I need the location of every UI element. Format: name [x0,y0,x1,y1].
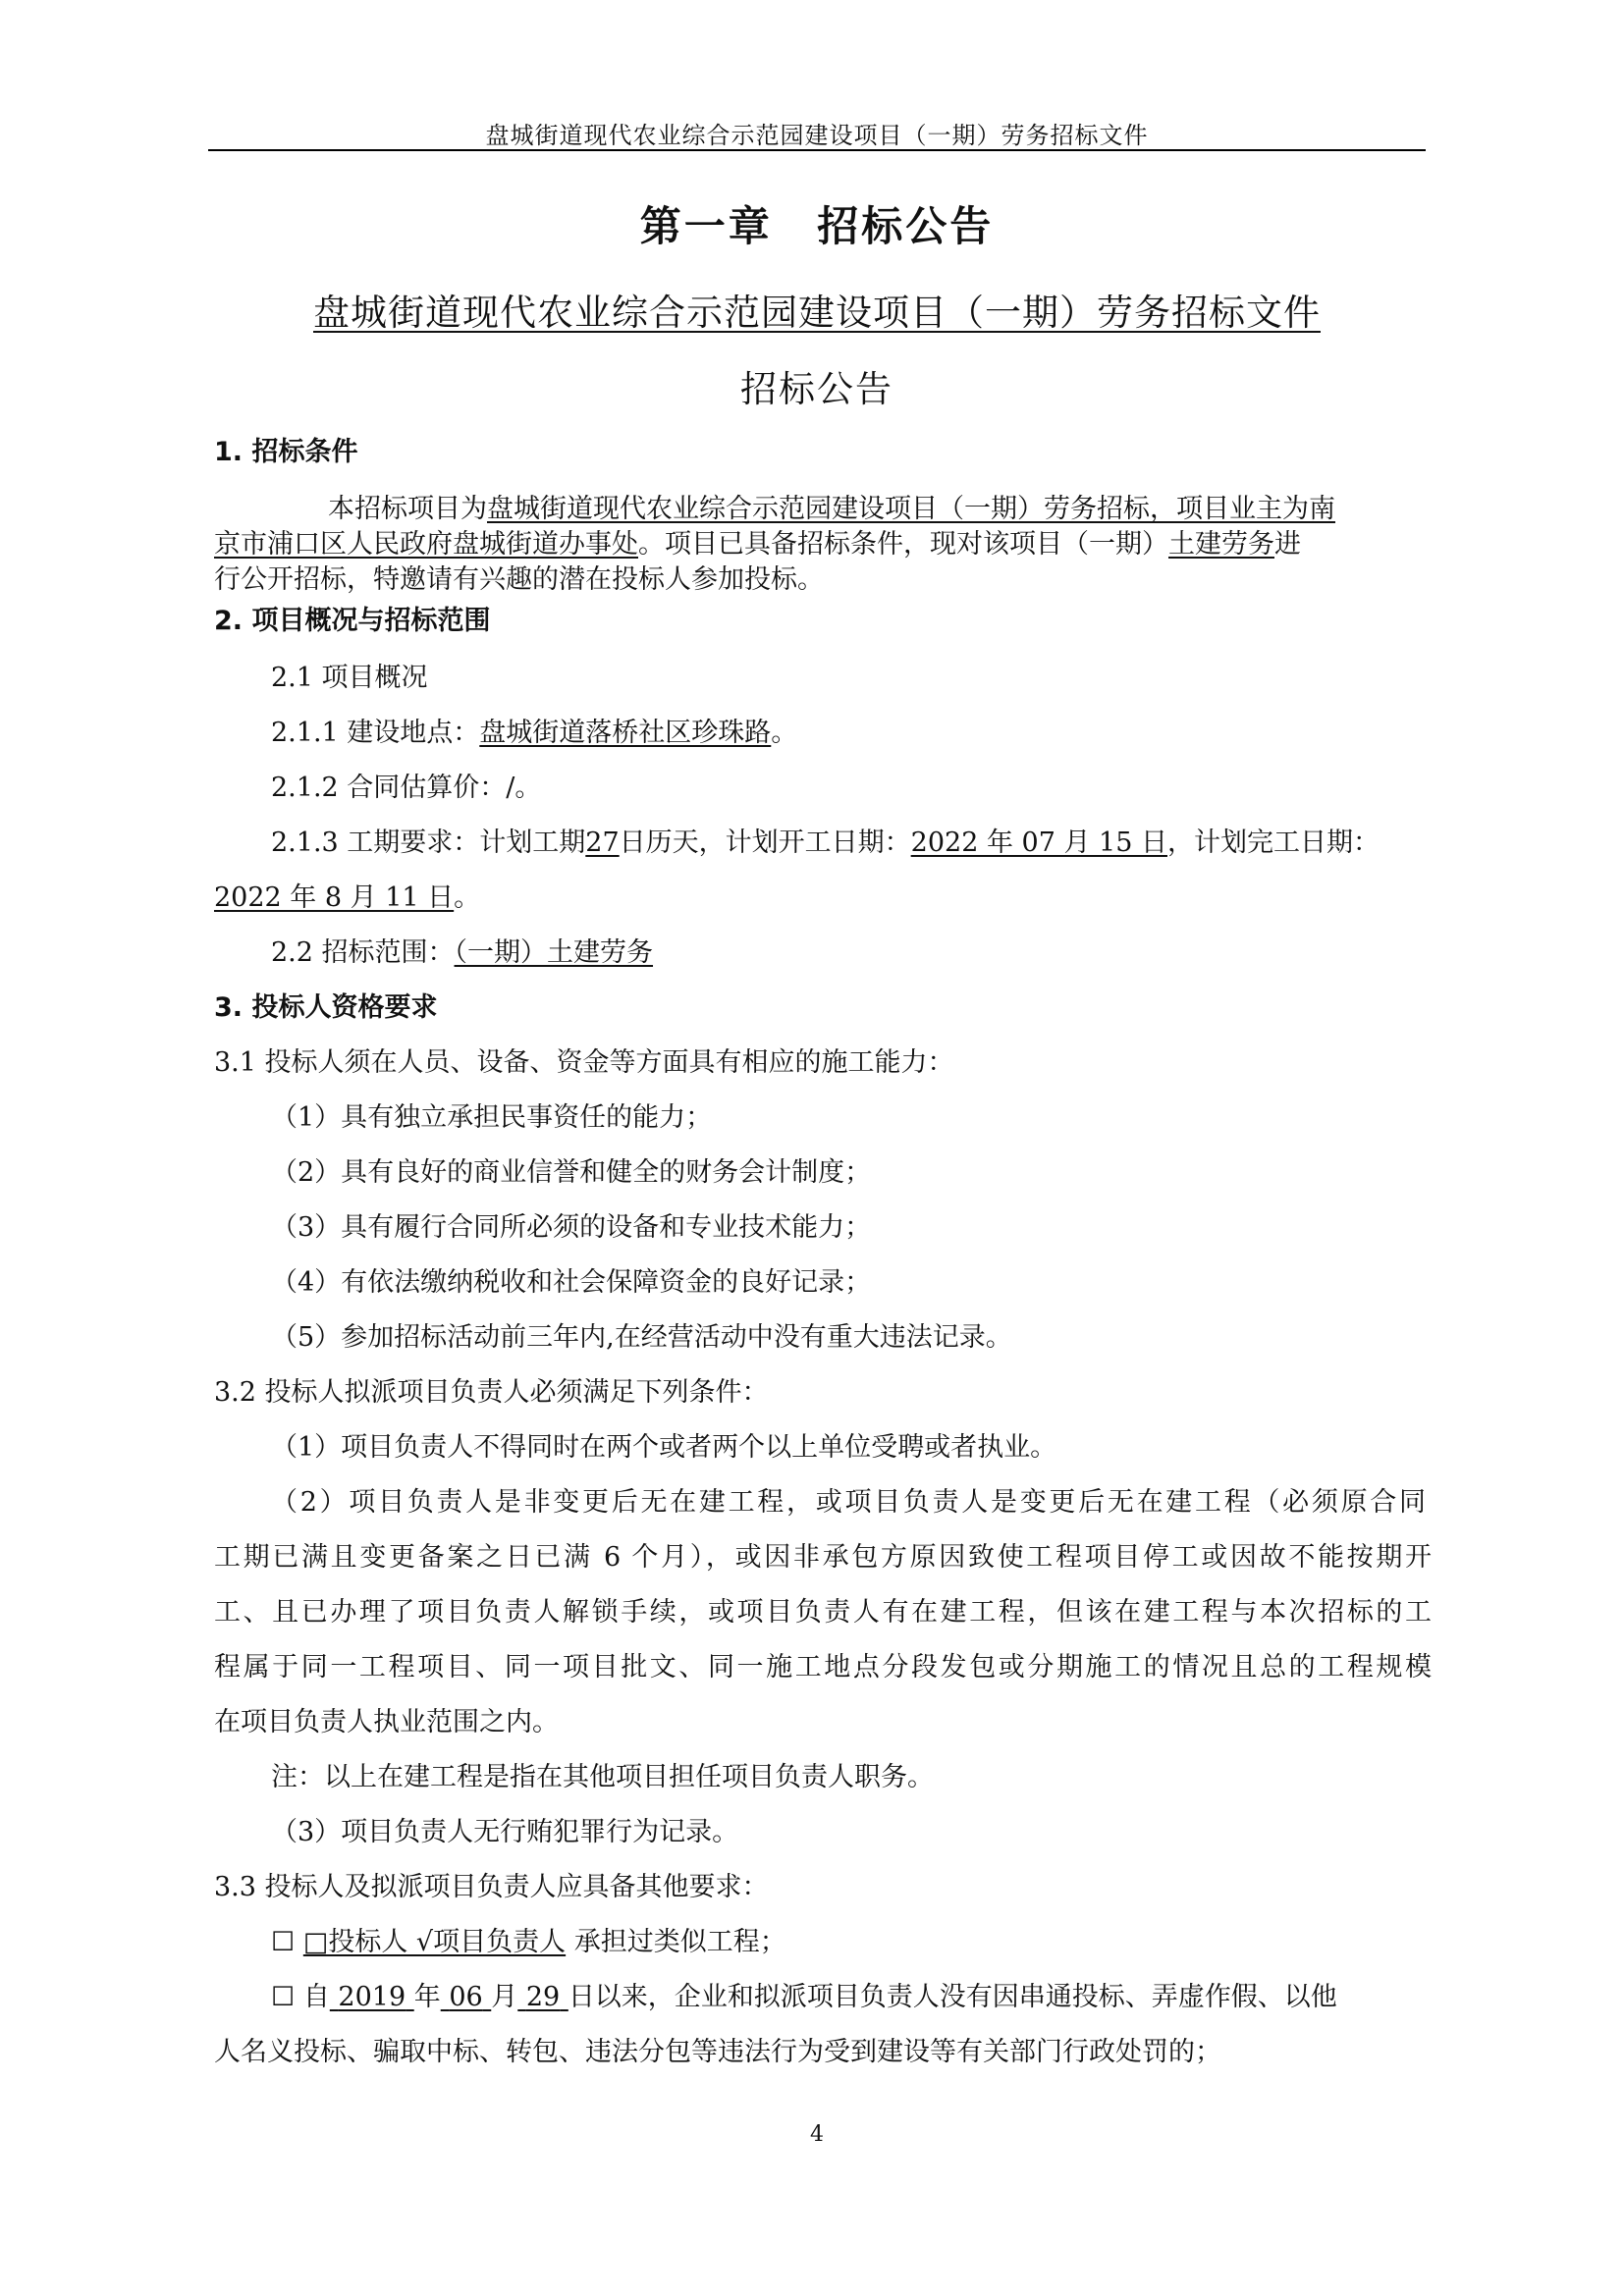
section3-1-item: （4）有依法缴纳税收和社会保障资金的良好记录； [271,1267,872,1298]
checkbox-icon: ☐ [271,1927,296,1957]
section3-2-item2-line: 程属于同一工程项目、同一项目批文、同一施工地点分段发包或分期施工的情况且总的工程规模 [214,1652,1432,1682]
section3-3-line2: ☐ 自 2019 年 06 月 29 日以来，企业和拟派项目负责人没有因串通投标、弄虚作假、以他 [271,1982,1337,2012]
section1-paragraph-line1: 本招标项目为盘城街道现代农业综合示范园建设项目（一期）劳务招标，项目业主为南 [328,494,1335,524]
section3-1-item: （3）具有履行合同所必须的设备和专业技术能力； [271,1212,872,1243]
section1-paragraph-line3: 行公开招标，特邀请有兴趣的潜在投标人参加投标。 [214,564,824,595]
section3-1-item: （1）具有独立承担民事资任的能力； [271,1102,713,1133]
section3-1-item: （5）参加招标活动前三年内,在经营活动中没有重大违法记录。 [271,1322,1012,1353]
section2-heading: 2. 项目概况与招标范围 [214,606,491,636]
chapter-title: 第一章 招标公告 [639,202,995,250]
section2-2: 2.2 招标范围：（一期）土建劳务 [271,937,654,968]
header-rule [208,149,1426,151]
document-title: 盘城街道现代农业综合示范园建设项目（一期）劳务招标文件 [313,292,1321,334]
page-number: 4 [810,2122,824,2147]
section3-2-item2-line: 工期已满且变更备案之日已满 6 个月），或因非承包方原因致使工程项目停工或因故不能按期开 [214,1542,1432,1573]
section3-2-item2-line: （2）项目负责人是非变更后无在建工程，或项目负责人是变更后无在建工程（必须原合同 [271,1487,1426,1518]
section3-3-line3: 人名义投标、骗取中标、转包、违法分包等违法行为受到建设等有关部门行政处罚的； [214,2037,1221,2067]
section3-2-item1: （1）项目负责人不得同时在两个或者两个以上单位受聘或者执业。 [271,1432,1057,1463]
section3-2-note: 注：以上在建工程是指在其他项目担任项目负责人职务。 [271,1762,934,1792]
section3-2-item2-line: 工、且已办理了项目负责人解锁手续，或项目负责人有在建工程，但该在建工程与本次招标的工 [214,1597,1432,1628]
section2-1-3: 2.1.3 工期要求：计划工期27日历天，计划开工日期：2022 年 07 月 15 日，计划完工日期： [271,828,1380,858]
running-header: 盘城街道现代农业综合示范园建设项目（一期）劳务招标文件 [485,122,1149,149]
section3-1: 3.1 投标人须在人员、设备、资金等方面具有相应的施工能力： [214,1047,954,1078]
section3-3: 3.3 投标人及拟派项目负责人应具备其他要求： [214,1872,769,1902]
section2-1-2: 2.1.2 合同估算价：/。 [271,773,542,803]
section2-1-1: 2.1.1 建设地点：盘城街道落桥社区珍珠路。 [271,718,798,748]
section3-2-item2-line: 在项目负责人执业范围之内。 [214,1707,559,1737]
section3-1-item: （2）具有良好的商业信誉和健全的财务会计制度； [271,1157,872,1188]
section2-1: 2.1 项目概况 [271,663,428,693]
notice-title: 招标公告 [740,368,893,410]
section3-heading: 3. 投标人资格要求 [214,992,438,1023]
section1-heading: 1. 招标条件 [214,437,358,467]
section2-1-3-cont: 2022 年 8 月 11 日。 [214,882,481,913]
section1-paragraph-line2: 京市浦口区人民政府盘城街道办事处。项目已具备招标条件，现对该项目（一期）土建劳务进 [214,529,1301,560]
section3-2-item3: （3）项目负责人无行贿犯罪行为记录。 [271,1817,739,1847]
checkbox-icon: ☐ [271,1982,296,2012]
section3-2: 3.2 投标人拟派项目负责人必须满足下列条件： [214,1377,769,1408]
section3-3-line1: ☐ □投标人 √项目负责人 承担过类似工程； [271,1927,786,1957]
